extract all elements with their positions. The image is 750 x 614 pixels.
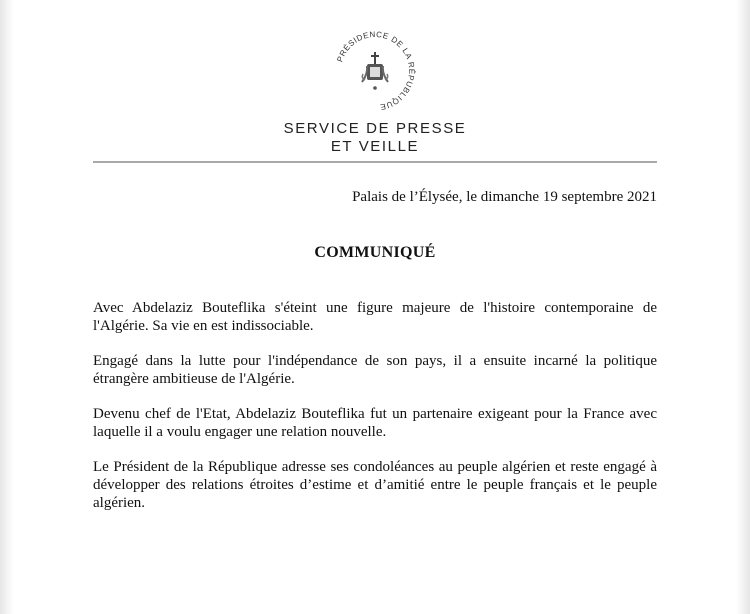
- seal-text: PRÉSIDENCE DE LA RÉPUBLIQUE: [335, 29, 417, 112]
- service-name: [0, 120, 750, 156]
- presidential-seal-logo: [332, 28, 418, 114]
- paragraph: Devenu chef de l'Etat, Abdelaziz Bouteflika fut un partenaire exigeant pour la France avec laquelle il a voulu engager une relation nouvelle.: [93, 406, 657, 440]
- press-release-body: [93, 299, 657, 529]
- service-line-2: ET VEILLE: [330, 138, 420, 155]
- header-divider: [93, 161, 657, 163]
- paragraph: Engagé dans la lutte pour l'indépendance de son pays, il a ensuite incarné la politique étrangère ambitieuse de l'Algérie.: [93, 353, 657, 387]
- letterhead: [0, 28, 750, 156]
- place-date: Palais de l’Élysée, le dimanche 19 septembre 2021: [352, 189, 657, 205]
- paragraph: Avec Abdelaziz Bouteflika s'éteint une figure majeure de l'histoire contemporaine de l'Algérie. Sa vie en est indissociable.: [93, 300, 657, 334]
- emblem-icon: [362, 52, 388, 90]
- paragraph: Le Président de la République adresse ses condoléances au peuple algérien et reste engagé à développer des relations étroites d’estime et d’amitié entre le peuple français et le peuple algérien.: [93, 459, 657, 511]
- document-title: COMMUNIQUÉ: [314, 244, 436, 261]
- service-line-1: SERVICE DE PRESSE: [283, 120, 467, 137]
